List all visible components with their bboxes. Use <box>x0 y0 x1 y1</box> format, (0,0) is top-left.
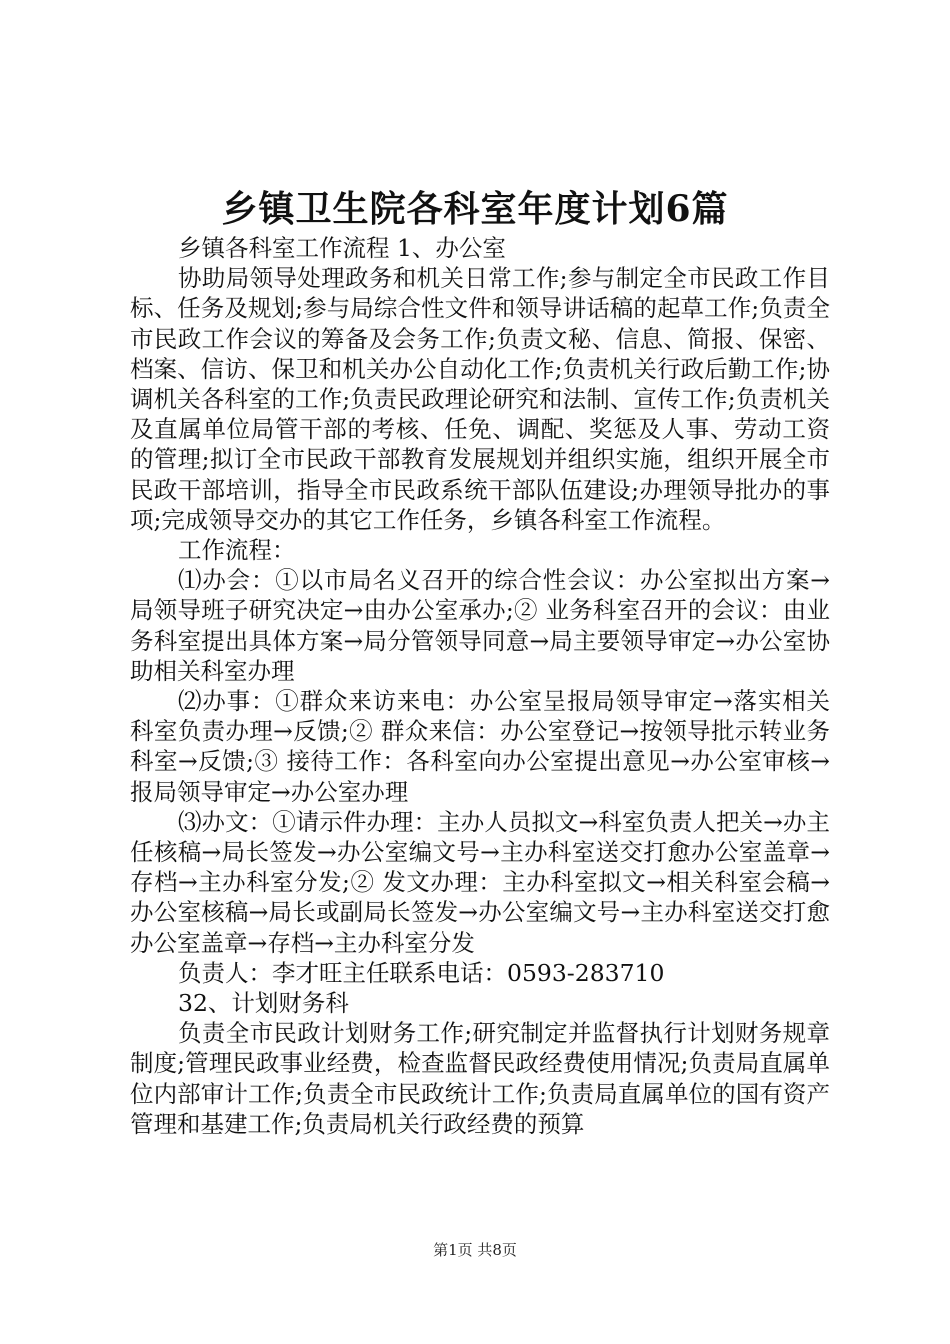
section-heading-finance: 32、计划财务科 <box>178 989 349 1018</box>
document-title: 乡镇卫生院各科室年度计划6篇 <box>221 188 729 230</box>
paragraph-workflow-meetings: ⑴办会：①以市局名义召开的综合性会议：办公室拟出方案→局领导班子研究决定→由办公室承办;② 业务科室召开的会议：由业务科室提出具体方案→局分管领导同意→局主要领导审定→办公室协助相关科室办理 <box>130 566 830 685</box>
section-heading-office: 乡镇各科室工作流程 1、办公室 <box>178 234 506 262</box>
page-indicator: 第1页 共8页 <box>433 1241 517 1259</box>
paragraph-office-duties: 协助局领导处理政务和机关日常工作;参与制定全市民政工作目标、任务及规划;参与局综合性文件和领导讲话稿的起草工作;负责全市民政工作会议的筹备及会务工作;负责文秘、信息、简报、保密、档案、信访、保卫和机关办公自动化工作;负责机关行政后勤工作;协调机关各科室的工作;负责民政理论研究和法制、宣传工作;负责机关及直属单位局管干部的考核、任免、调配、奖惩及人事、劳动工资的管理;拟订全市民政干部教育发展规划并组织实施，组织开展全市民政干部培训，指导全市民政系统干部队伍建设;办理领导批办的事项;完成领导交办的其它工作任务，乡镇各科室工作流程。 <box>130 264 830 534</box>
paragraph-finance-duties: 负责全市民政计划财务工作;研究制定并监督执行计划财务规章制度;管理民政事业经费，检查监督民政经费使用情况;负责局直属单位内部审计工作;负责全市民政统计工作;负责局直属单位的国有资产管理和基建工作;负责局机关行政经费的预算 <box>130 1019 830 1138</box>
paragraph-workflow-heading: 工作流程： <box>178 536 296 565</box>
document-body <box>130 233 830 1139</box>
paragraph-contact-person: 负责人：李才旺主任联系电话：0593-283710 <box>178 958 665 987</box>
paragraph-workflow-documents: ⑶办文：①请示件办理：主办人员拟文→科室负责人把关→办主任核稿→局长签发→办公室编文号→主办科室送交打愈办公室盖章→存档→主办科室分发;② 发文办理：主办科室拟文→相关科室会稿→办公室核稿→局长或副局长签发→办公室编文号→主办科室送交打愈办公室盖章→存档→主办科室分发 <box>130 807 830 957</box>
paragraph-workflow-affairs: ⑵办事：①群众来访来电：办公室呈报局领导审定→落实相关科室负责办理→反馈;② 群众来信：办公室登记→按领导批示转业务科室→反馈;③ 接待工作：各科室向办公室提出意见→办公室审核→报局领导审定→办公室办理 <box>130 687 830 806</box>
